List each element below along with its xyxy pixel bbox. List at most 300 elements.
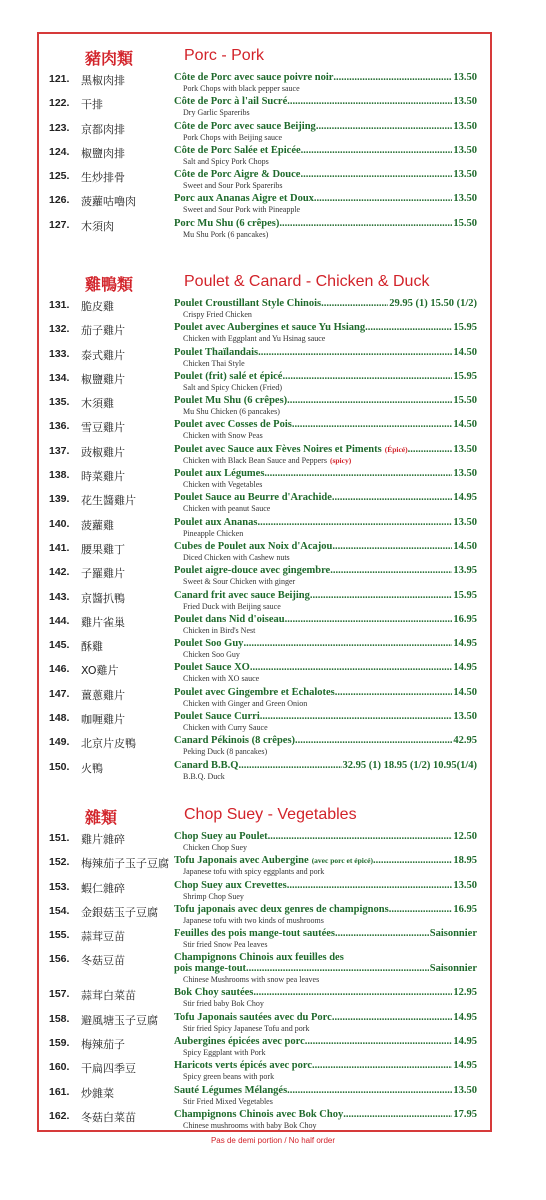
menu-item	[39, 419, 490, 443]
dot-leader	[316, 121, 453, 132]
dot-leader	[241, 760, 341, 771]
item-number: 127.	[49, 218, 70, 231]
item-name-line	[174, 517, 477, 528]
item-name: Côte de Porc Aigre & Douce	[174, 169, 301, 181]
item-english-text: Chicken with XO sauce	[183, 674, 260, 684]
dot-leader	[295, 735, 452, 746]
item-chinese-name: 避風塘玉子豆腐	[81, 1013, 158, 1027]
item-number: 144.	[49, 614, 70, 627]
item-number: 122.	[49, 97, 70, 110]
item-name: Haricots verts épicés avec porc	[174, 1060, 313, 1072]
item-name-line	[174, 831, 477, 842]
item-french-name	[174, 541, 477, 552]
item-name-line	[174, 1012, 477, 1023]
menu-item	[39, 169, 490, 193]
item-french-name	[174, 419, 477, 430]
dot-leader	[343, 1109, 452, 1120]
item-name-line	[174, 1060, 477, 1071]
menu-item	[39, 590, 490, 614]
menu-item	[39, 72, 490, 96]
item-price: 14.95	[453, 1060, 477, 1072]
item-name-line	[174, 193, 477, 204]
dot-leader	[333, 72, 452, 83]
item-price: 13.50	[453, 120, 477, 132]
item-name: Canard Pékinois (8 crêpes)	[174, 735, 296, 747]
item-number: 140.	[49, 517, 70, 530]
menu-item	[39, 855, 490, 879]
item-english-text: Chicken Chop Suey	[183, 843, 247, 852]
section-title: Poulet & Canard - Chicken & Duck	[184, 273, 430, 290]
item-chinese-name: 北京片皮鴨	[81, 737, 136, 751]
item-chinese-name: 咖喱雞片	[81, 713, 125, 727]
item-price: Saisonnier	[429, 928, 477, 940]
item-english-text: Sweet and Sour Pork with Pineapple	[183, 205, 301, 215]
menu-item	[39, 1012, 490, 1036]
dot-leader	[312, 1060, 452, 1071]
item-english-name	[183, 975, 319, 984]
section-title-chinese: 雜類	[85, 808, 118, 827]
item-english-name	[183, 1048, 265, 1057]
item-english-text: Salt and Spicy Chicken (Fried)	[183, 382, 283, 392]
menu-item	[39, 322, 490, 346]
item-french-name	[174, 121, 477, 132]
dot-leader	[300, 169, 452, 180]
item-chinese-name: 雞片雜碎	[81, 833, 125, 846]
menu-item	[39, 1085, 490, 1109]
item-name: Chop Suey aux Crevettes	[174, 879, 287, 891]
menu-item	[39, 735, 490, 759]
item-name: Poulet Mu Shu (6 crêpes)	[174, 395, 288, 407]
item-chinese-name: 菠蘿雞	[81, 518, 114, 532]
item-english-text: Chicken with Curry Sauce	[183, 723, 268, 733]
item-name: Tofu japonais avec deux genres de champignons	[174, 903, 389, 915]
item-price: 42.95	[453, 735, 477, 747]
menu-item	[39, 492, 490, 516]
dot-leader	[305, 1036, 453, 1047]
item-number: 121.	[49, 73, 70, 85]
item-english-text: Chicken Soo Guy	[183, 650, 240, 660]
item-english-text: Pineapple Chicken	[183, 528, 244, 538]
item-english-name	[183, 602, 281, 611]
item-price: 16.95	[453, 613, 477, 625]
item-french-name	[174, 711, 477, 722]
item-chinese-name: 花生醬雞片	[81, 494, 136, 508]
item-french-name	[174, 347, 477, 358]
item-chinese-name: 薑蔥雞片	[81, 688, 125, 702]
dot-leader	[253, 987, 452, 998]
item-price: 13.50	[453, 144, 477, 156]
item-english-name	[183, 674, 259, 683]
item-name: Poulet Sauce au Beurre d'Arachide	[174, 492, 332, 504]
item-english-text: Dry Garlic Spareribs	[183, 108, 250, 118]
section-title-chinese: 豬肉類	[85, 49, 134, 68]
item-english-name	[183, 431, 263, 440]
item-french-name	[174, 218, 477, 229]
item-name: Bok Choy sautées	[174, 987, 254, 999]
item-french-name	[174, 987, 477, 998]
menu-item	[39, 517, 490, 541]
dot-leader	[332, 492, 452, 503]
item-english-text: Chicken in Bird's Nest	[183, 625, 256, 635]
dot-leader	[330, 565, 452, 576]
item-chinese-name: 京都肉排	[81, 122, 125, 136]
item-english-name	[183, 916, 324, 925]
item-english-text: Chinese mushrooms with baby Bok Choy	[183, 1120, 317, 1130]
item-price: 14.50	[453, 419, 477, 431]
menu-item	[39, 928, 490, 952]
item-number: 133.	[49, 347, 70, 360]
item-name-line	[174, 614, 477, 625]
item-name: Poulet Sauce Curri	[174, 711, 260, 723]
item-french-name	[174, 371, 477, 382]
item-english-name	[183, 843, 247, 852]
item-number: 148.	[49, 712, 70, 725]
item-english-text: Chicken with Black Bean Sauce and Peppers	[183, 455, 327, 465]
menu-item	[39, 952, 490, 987]
item-price: 13.50	[453, 516, 477, 528]
item-chinese-name: 炒雜菜	[81, 1086, 114, 1100]
item-english-text: Fried Duck with Beijing sauce	[183, 601, 281, 611]
item-chinese-name: 椒鹽雞片	[81, 372, 125, 386]
item-name-line	[174, 638, 477, 649]
item-price: 14.50	[453, 540, 477, 552]
dot-leader	[332, 1012, 453, 1023]
item-name: Poulet Thaïlandais	[174, 346, 259, 358]
menu-item	[39, 121, 490, 145]
item-price: 13.50	[453, 443, 477, 455]
item-number: 126.	[49, 194, 70, 207]
item-price: 13.50	[453, 879, 477, 891]
item-french-name	[174, 880, 477, 891]
item-number: 152.	[49, 856, 70, 869]
item-french-name	[174, 169, 477, 180]
item-french-name	[174, 904, 477, 915]
item-name: Poulet aigre-douce avec gingembre	[174, 565, 331, 577]
item-french-name	[174, 468, 477, 479]
dot-leader	[335, 928, 429, 939]
item-name: Champignons Chinois aux feuilles des	[174, 952, 344, 964]
menu-item	[39, 1036, 490, 1060]
item-number: 154.	[49, 904, 70, 917]
item-price: 16.95	[453, 903, 477, 915]
item-english-text: Mu Shu Pork (6 pancakes)	[183, 229, 269, 239]
dot-leader	[332, 541, 452, 552]
item-english-text: Sweet and Sour Pork Spareribs	[183, 181, 283, 191]
item-number: 162.	[49, 1109, 70, 1122]
item-price: Saisonnier	[429, 963, 477, 975]
dot-leader	[257, 517, 452, 528]
item-chinese-name: 冬菇白菜苗	[81, 1110, 136, 1124]
item-chinese-name: 生炒排骨	[81, 171, 125, 185]
item-english-name	[183, 577, 295, 586]
item-english-text: Spicy Eggplant with Pork	[183, 1048, 266, 1058]
item-chinese-name: 時菜雞片	[81, 470, 125, 484]
item-french-name	[174, 760, 477, 771]
footer-note: Pas de demi portion / No half order	[210, 1136, 336, 1145]
item-number: 151.	[49, 832, 70, 844]
item-chinese-name: 脆皮雞	[81, 300, 114, 313]
item-name: Poulet Soo Guy	[174, 638, 244, 650]
item-chinese-name: 豉椒雞片	[81, 445, 125, 459]
item-english-text: Chicken Thai Style	[183, 358, 245, 368]
item-number: 131.	[49, 299, 70, 311]
item-name-line	[174, 218, 477, 229]
dot-leader	[321, 298, 388, 309]
item-chinese-name: 金銀菇玉子豆腐	[81, 905, 158, 919]
dot-leader	[335, 687, 453, 698]
menu-item	[39, 395, 490, 419]
item-price: 13.50	[453, 96, 477, 108]
menu-item	[39, 444, 490, 468]
item-name-line	[174, 590, 477, 601]
item-english-name	[183, 108, 250, 117]
item-name: Poulet Sauce XO	[174, 662, 250, 674]
item-chinese-name: 子羅雞片	[81, 567, 125, 581]
item-number: 146.	[49, 663, 70, 676]
item-english-text: Stir Fried Mixed Vegetables	[183, 1096, 273, 1106]
menu-item	[39, 687, 490, 711]
dot-leader	[282, 371, 452, 382]
section-chicken-duck	[39, 268, 490, 784]
item-number: 136.	[49, 420, 70, 433]
item-french-name	[174, 72, 477, 83]
item-price: 12.50	[453, 831, 477, 842]
item-number: 150.	[49, 760, 70, 773]
item-name-line	[174, 928, 477, 939]
dot-leader	[287, 96, 452, 107]
item-price: 13.50	[453, 169, 477, 181]
item-number: 139.	[49, 493, 70, 506]
item-english-text: Pork Chops with Beijing sauce	[183, 132, 283, 142]
menu-frame	[37, 32, 492, 1132]
dot-leader	[243, 638, 452, 649]
item-note: (avec porc et épicé)	[311, 856, 373, 866]
item-name: Poulet (frit) salé et épicé	[174, 370, 283, 382]
item-name: Côte de Porc à l'ail Sucré	[174, 96, 288, 108]
dot-leader	[246, 963, 429, 974]
item-english-name	[183, 157, 269, 166]
item-french-name	[174, 444, 477, 455]
item-french-name	[174, 517, 477, 528]
item-name: Poulet avec Sauce aux Fèves Noires et Piments	[174, 443, 382, 455]
item-price: 14.50	[453, 346, 477, 358]
item-english-text: Chicken with Vegetables	[183, 480, 263, 490]
item-french-name	[174, 638, 477, 649]
item-price: 14.95	[453, 662, 477, 674]
item-number: 125.	[49, 170, 70, 183]
item-english-text: Stir fried Snow Pea leaves	[183, 940, 268, 950]
menu-item	[39, 638, 490, 662]
item-english-text: Chicken with Ginger and Green Onion	[183, 698, 308, 708]
item-chinese-name: 蒜茸豆苗	[81, 930, 125, 944]
item-chinese-name: 雪豆雞片	[81, 421, 125, 435]
item-price: 14.95	[453, 1011, 477, 1023]
item-french-name	[174, 492, 477, 503]
item-english-name	[183, 230, 268, 239]
dot-leader	[285, 614, 453, 625]
item-number: 124.	[49, 145, 70, 158]
menu-item	[39, 347, 490, 371]
item-name: Canard B.B.Q.	[174, 759, 242, 771]
dot-leader	[365, 322, 452, 333]
item-english-text: Chicken with Eggplant and Yu Hsinag sauce	[183, 334, 326, 344]
item-price: 15.50	[453, 395, 477, 407]
item-french-name	[174, 1085, 477, 1096]
dot-leader	[258, 347, 452, 358]
item-name: Chop Suey au Poulet	[174, 831, 268, 842]
item-name-line	[174, 492, 477, 503]
menu-item	[39, 468, 490, 492]
item-name: Sauté Légumes Mélangés	[174, 1084, 288, 1096]
menu-item	[39, 831, 490, 855]
dot-leader	[287, 395, 452, 406]
item-name: Côte de Porc avec sauce poivre noir	[174, 72, 334, 83]
item-number: 147.	[49, 687, 70, 700]
item-name-line	[174, 468, 477, 479]
item-english-name	[183, 407, 280, 416]
section-title: Porc - Pork	[184, 47, 265, 64]
item-name: Poulet avec Aubergines et sauce Yu Hsiang	[174, 322, 366, 334]
item-english-name	[183, 553, 290, 562]
item-name: Côte de Porc avec sauce Beijing	[174, 120, 316, 132]
item-name: Canard frit avec sauce Beijing	[174, 589, 310, 601]
item-chinese-name: 木須肉	[81, 219, 114, 233]
item-name: Champignons Chinois avec Bok Choy	[174, 1108, 344, 1120]
item-english-name	[183, 626, 255, 635]
item-french-name	[174, 855, 477, 866]
item-price: 13.50	[453, 1084, 477, 1096]
item-price: 14.95	[453, 1036, 477, 1048]
item-price: 15.50	[453, 217, 477, 229]
dot-leader	[310, 590, 452, 601]
item-number: 137.	[49, 444, 70, 457]
item-chinese-name: 蒜茸白菜苗	[81, 989, 136, 1003]
item-english-text: Stir fried Spicy Japanese Tofu and pork	[183, 1023, 310, 1033]
item-number: 145.	[49, 639, 70, 652]
item-number: 161.	[49, 1085, 70, 1098]
item-name-line-2	[174, 963, 477, 974]
item-name-line	[174, 72, 477, 83]
item-english-name	[183, 181, 283, 190]
item-english-text: Salt and Spicy Pork Chops	[183, 156, 269, 166]
item-number: 157.	[49, 988, 70, 1001]
item-english-name	[183, 1121, 317, 1130]
section-chop-suey-vegetables	[39, 801, 490, 1133]
item-name: Poulet avec Cosses de Pois	[174, 419, 292, 431]
item-french-name	[174, 735, 477, 746]
item-price: 12.95	[453, 987, 477, 999]
item-name-line	[174, 96, 477, 107]
item-english-text: Peking Duck (8 pancakes)	[183, 747, 268, 757]
item-number: 159.	[49, 1037, 70, 1050]
menu-item	[39, 904, 490, 928]
item-name-line	[174, 121, 477, 132]
section-header	[39, 268, 490, 298]
item-price: 15.95	[453, 370, 477, 382]
menu-item	[39, 218, 490, 242]
item-english-name	[183, 84, 300, 93]
item-number: 142.	[49, 566, 70, 579]
item-name: Feuilles des pois mange-tout sautées	[174, 928, 335, 940]
item-number: 156.	[49, 953, 70, 966]
menu-item	[39, 987, 490, 1011]
item-name-line	[174, 541, 477, 552]
menu-item	[39, 145, 490, 169]
item-price: 17.95	[453, 1108, 477, 1120]
item-english-name	[183, 310, 252, 319]
item-name-line	[174, 347, 477, 358]
item-english-text: Diced Chicken with Cashew nuts	[183, 552, 290, 562]
item-name-line	[174, 711, 477, 722]
item-price: 14.50	[453, 686, 477, 698]
item-english-text: Sweet & Sour Chicken with ginger	[183, 577, 296, 587]
item-number: 141.	[49, 541, 70, 554]
item-french-name	[174, 565, 477, 576]
item-name-line	[174, 169, 477, 180]
item-name-line	[174, 145, 477, 156]
dot-leader	[250, 662, 453, 673]
item-name: Aubergines épicées avec porc	[174, 1036, 305, 1048]
item-name-line	[174, 760, 477, 771]
item-price: 13.95	[453, 565, 477, 577]
item-english-text: Shrimp Chop Suey	[183, 891, 244, 901]
item-english-name	[183, 359, 245, 368]
item-english-name	[183, 999, 264, 1008]
item-chinese-name: 火鴨	[81, 761, 103, 775]
item-english-text: Spicy green beans with pork	[183, 1072, 275, 1082]
item-price: 15.95	[453, 322, 477, 334]
item-price: 29.95 (1) 15.50 (1/2)	[389, 298, 477, 309]
menu-item	[39, 96, 490, 120]
item-chinese-name: 蝦仁雜碎	[81, 881, 125, 895]
item-name-line	[174, 662, 477, 673]
item-price: 13.50	[453, 468, 477, 480]
item-english-text: Chicken with peanut Sauce	[183, 504, 271, 514]
menu-item	[39, 662, 490, 686]
item-english-text: Pork Chops with black pepper sauce	[183, 84, 300, 93]
item-number: 155.	[49, 929, 70, 942]
item-french-name	[174, 298, 477, 309]
item-english-name	[183, 650, 240, 659]
menu-item	[39, 614, 490, 638]
item-price: 13.50	[453, 193, 477, 205]
item-chinese-name: 茄子雞片	[81, 324, 125, 338]
item-english-name	[183, 133, 282, 142]
item-chinese-name: 酥雞	[81, 640, 103, 654]
item-chinese-name: 木須雞	[81, 397, 114, 411]
item-name-line	[174, 565, 477, 576]
item-name-line	[174, 1085, 477, 1096]
item-name: Poulet aux Légumes	[174, 468, 265, 480]
item-english-name	[183, 529, 243, 538]
item-english-text: Japanese tofu with spicy eggplants and pork	[183, 867, 325, 877]
item-number: 134.	[49, 371, 70, 384]
dot-leader	[408, 444, 453, 455]
item-number: 123.	[49, 121, 70, 134]
item-chinese-name: 京醬扒鴨	[81, 591, 125, 605]
item-french-name	[174, 395, 477, 406]
item-chinese-name: 腰果雞丁	[81, 542, 125, 556]
item-french-name	[174, 322, 477, 333]
item-number: 138.	[49, 469, 70, 482]
item-name-line	[174, 687, 477, 698]
item-price: 15.95	[453, 589, 477, 601]
item-name-line	[174, 1109, 477, 1120]
item-price: 14.95	[453, 638, 477, 650]
item-english-name	[183, 334, 325, 343]
item-english-text: Chicken with Snow Peas	[183, 431, 263, 441]
item-price: 14.95	[453, 492, 477, 504]
